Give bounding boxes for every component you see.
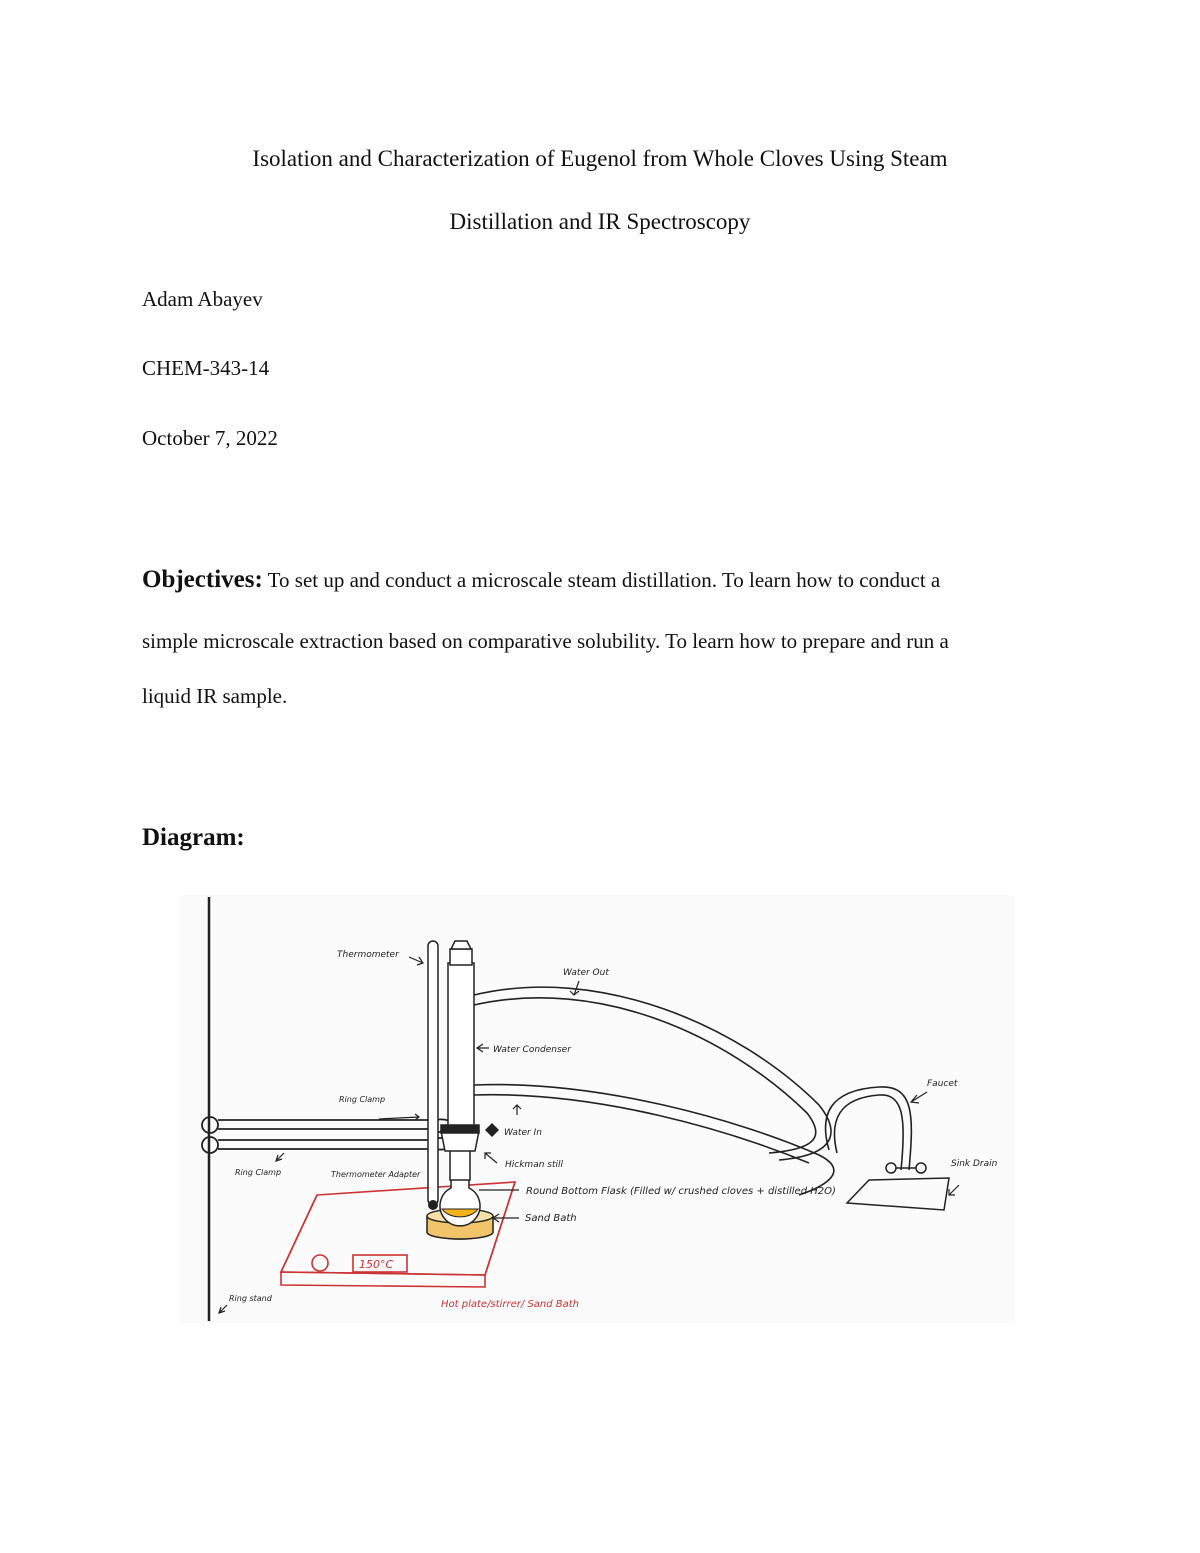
label-water-condenser: Water Condenser [493,1045,571,1055]
document-title-line-1: Isolation and Characterization of Eugenol from Whole Cloves Using Steam [252,146,948,171]
objectives-text-1: To set up and conduct a microscale steam distillation. To learn how to conduct a [267,568,941,592]
label-hot-plate: Hot plate/stirrer/ Sand Bath [441,1299,579,1310]
label-sand-bath: Sand Bath [525,1213,577,1224]
label-round-bottom-flask: Round Bottom Flask (Filled w/ crushed cloves + distilled H2O) [526,1186,836,1197]
objectives-label: Objectives [142,566,255,593]
label-water-in: Water In [504,1128,542,1138]
objectives-line-1: Objectives: To set up and conduct a microscale steam distillation. To learn how to conduct a [142,566,941,593]
label-thermometer: Thermometer [337,950,399,960]
diagram-heading: Diagram: [142,824,245,851]
label-thermometer-adapter: Thermometer Adapter [331,1170,421,1179]
document-title-line-2: Distillation and IR Spectroscopy [449,209,751,234]
thermometer [428,941,438,1210]
label-sink-drain: Sink Drain [951,1159,998,1169]
author: Adam Abayev [142,287,263,311]
label-ring-stand: Ring stand [229,1294,272,1303]
label-hickman-still: Hickman still [505,1160,563,1170]
objectives-line-3: liquid IR sample. [142,684,288,708]
label-faucet: Faucet [927,1079,958,1089]
diagram-background [179,895,1015,1323]
water-condenser [448,941,474,1125]
hot-plate-temperature: 150°C [359,1258,394,1271]
label-ring-clamp-upper: Ring Clamp [339,1095,386,1104]
objectives-line-2: simple microscale extraction based on comparative solubility. To learn how to prepare and run a [142,629,949,653]
label-ring-clamp-lower: Ring Clamp [235,1168,282,1177]
course-code: CHEM-343-14 [142,356,270,380]
label-water-out: Water Out [563,968,609,978]
apparatus-diagram [179,895,1015,1323]
report-date: October 7, 2022 [142,426,278,450]
